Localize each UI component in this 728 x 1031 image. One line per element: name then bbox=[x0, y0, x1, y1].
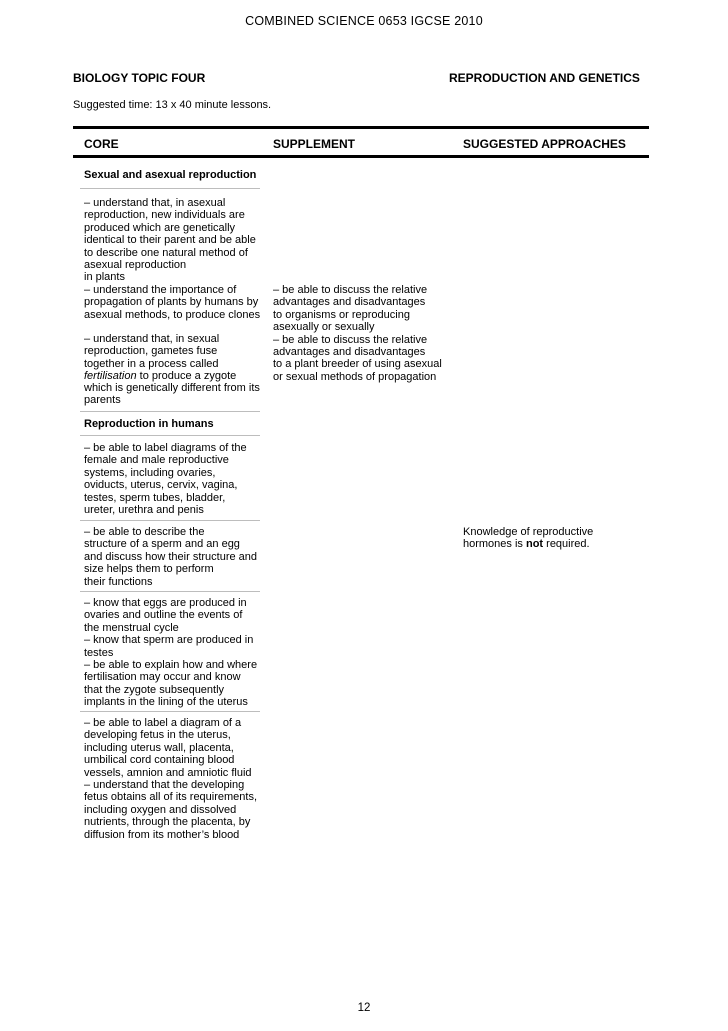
suggested-time: Suggested time: 13 x 40 minute lessons. bbox=[73, 99, 272, 111]
core-text: – understand that, in asexual reproduction, new individuals are produced which are genetically identical to their parent and be able to describe one natural method of asexual reproduction in plants – understand the importance of propagation of plants by humans by asexual methods, to produce clones bbox=[84, 197, 261, 321]
core-text-continued: to produce a zygote bbox=[136, 370, 237, 382]
section-heading: Reproduction in humans bbox=[84, 418, 214, 430]
document-header: COMBINED SCIENCE 0653 IGCSE 2010 bbox=[245, 14, 483, 28]
core-text: – know that eggs are produced in ovaries and outline the events of the menstrual cycle – know that sperm are produced in testes – be able to explain how and where fertilisation may occur and know that the zygote subsequently implants in the lining of the uterus bbox=[84, 597, 258, 709]
approaches-line-start: hormones is bbox=[463, 538, 526, 551]
approaches-line-end: required. bbox=[543, 538, 590, 551]
supplement-text: – be able to discuss the relative advantages and disadvantages to organisms or reproducing asexually or sexually – be able to discuss the relative advantages and disadvantages to a plant breeder of using asexual or sexual methods of propagation bbox=[273, 284, 442, 383]
column-header-supplement: SUPPLEMENT bbox=[273, 137, 356, 151]
core-text: which is genetically different from its parents bbox=[84, 382, 260, 407]
approaches-emphasis: not bbox=[525, 538, 544, 551]
page-number: 12 bbox=[357, 1002, 371, 1014]
approaches-text bbox=[463, 526, 593, 551]
core-text: – understand that, in sexual reproduction, gametes fuse together in a process called bbox=[84, 333, 220, 370]
row-divider bbox=[80, 591, 260, 592]
row-divider bbox=[80, 520, 260, 521]
row-divider bbox=[80, 188, 260, 189]
table-header-rule bbox=[73, 155, 649, 158]
topic-subject: REPRODUCTION AND GENETICS bbox=[449, 71, 640, 85]
core-text: – be able to label diagrams of the female and male reproductive systems, including ovaries, oviducts, uterus, cervix, vagina, testes, sperm tubes, bladder, ureter, urethra and penis bbox=[84, 442, 247, 517]
core-text: – be able to label a diagram of a developing fetus in the uterus, including uterus wall, placenta, umbilical cord containing blood vessels, amnion and amniotic fluid – understand that the developing fetus obtains all of its requirements, including oxygen and dissolved nutrients, through the placenta, by diffusion from its mother’s blood bbox=[84, 717, 258, 841]
core-italic-term: fertilisation bbox=[84, 370, 137, 382]
row-divider bbox=[80, 435, 260, 436]
column-header-approaches: SUGGESTED APPROACHES bbox=[463, 137, 626, 151]
column-header-core: CORE bbox=[84, 137, 119, 151]
row-divider bbox=[80, 711, 260, 712]
approaches-line: Knowledge of reproductive bbox=[463, 526, 594, 538]
section-heading: Sexual and asexual reproduction bbox=[84, 169, 257, 181]
core-text bbox=[84, 370, 236, 382]
row-divider bbox=[80, 411, 260, 412]
table-top-rule bbox=[73, 126, 649, 129]
core-text: – be able to describe the structure of a sperm and an egg and discuss how their structure and size helps them to perform their functions bbox=[84, 526, 258, 588]
topic-title: BIOLOGY TOPIC FOUR bbox=[73, 71, 206, 85]
